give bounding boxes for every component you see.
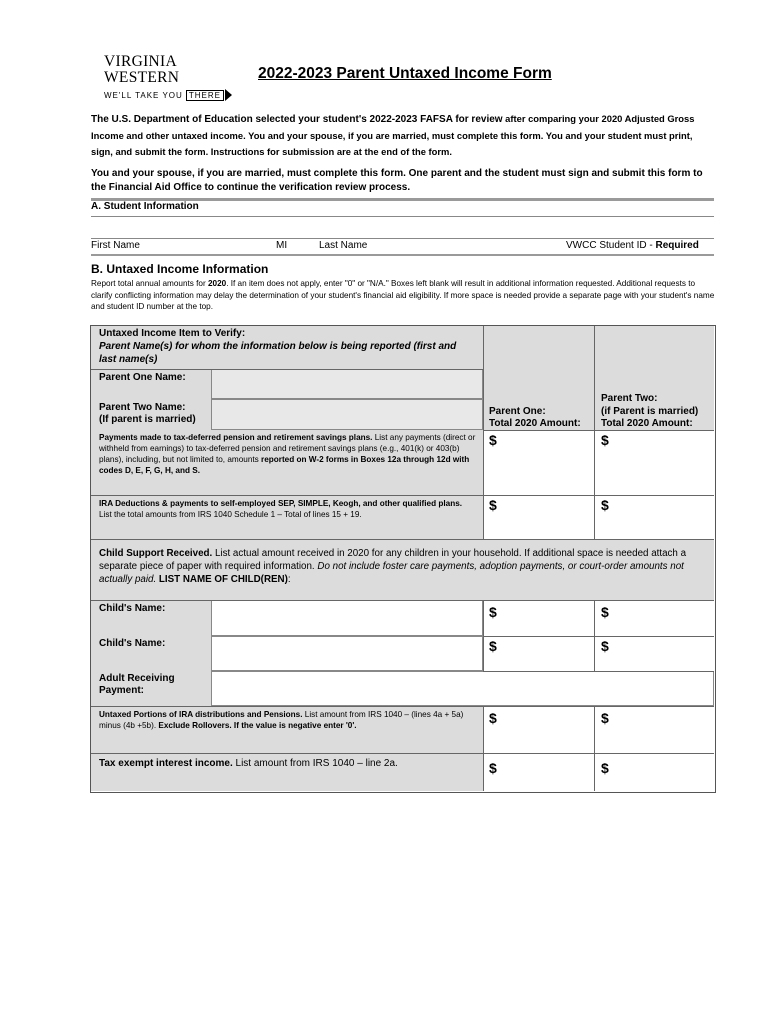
dollar-sign: $ (489, 432, 497, 448)
divider (91, 254, 714, 256)
dollar-sign: $ (489, 710, 497, 726)
adult-receiving-label-2: Payment: (99, 685, 145, 696)
grid-line (91, 539, 714, 540)
section-b-title: B. Untaxed Income Information (91, 262, 269, 276)
adult-receiving-label: Adult Receiving (99, 673, 175, 684)
grid-line (483, 671, 714, 672)
divider (91, 216, 714, 217)
parent-two-married-note: (If parent is married) (99, 414, 196, 425)
parent-two-column-header: Parent Two: (601, 393, 658, 404)
grid-line (483, 600, 484, 671)
untaxed-ira-description (99, 709, 477, 731)
parent-two-name-label: Parent Two Name: (99, 402, 186, 413)
child-support-list-label: LIST NAME OF CHILD(REN) (156, 574, 288, 585)
child-support-text: List actual amount received in 2020 for any children in your household. If additional space is needed attach a separate piece of paper with required information. (99, 548, 687, 572)
dollar-sign: $ (601, 760, 609, 776)
first-name-label: First Name (91, 240, 140, 251)
child-support-title: Child Support Received. (99, 548, 213, 559)
dollar-sign: $ (601, 604, 609, 620)
pension-w2-note: reported on W-2 forms in Boxes 12a through 12d with codes D, E, F, G, H, and S. (99, 455, 470, 475)
untaxed-ira-parent-two-amount[interactable] (594, 706, 714, 753)
untaxed-income-table (90, 325, 716, 793)
grid-line (91, 753, 714, 754)
child-support-colon: : (287, 574, 291, 585)
logo-tagline-end: THERE (186, 90, 224, 101)
ira-description (99, 498, 469, 520)
student-id-label (566, 240, 699, 251)
parent-two-married-header: (if Parent is married) (601, 406, 699, 417)
pension-parent-one-amount[interactable] (483, 430, 594, 495)
pension-text: List any payments (direct or withheld from earnings) to tax-deferred pension and retirement savings plans (e.g., 401(k) or 403(b) plans), including, but not limited to, amounts (99, 433, 476, 464)
pension-description (99, 432, 477, 476)
grid-line (91, 369, 483, 370)
mi-label: MI (276, 240, 288, 251)
section-b-note (91, 278, 716, 313)
parent-one-total-header: Total 2020 Amount: (489, 418, 581, 429)
ira-parent-two-amount[interactable] (594, 495, 714, 539)
parent-one-name-label: Parent One Name: (99, 372, 186, 383)
note-part-a: Report total annual amounts for (91, 279, 208, 288)
tax-exempt-parent-two-amount[interactable] (594, 753, 714, 791)
instruction-paragraph: You and your spouse, if you are married, must complete this form. One parent and the student must sign and submit this form to the Financial Aid Office to continue the verification review process. (91, 168, 703, 193)
untaxed-ira-text: List amount from IRS 1040 – (lines 4a + 5a) minus (4b +5b). (99, 710, 464, 730)
ira-parent-one-amount[interactable] (483, 495, 594, 539)
note-part-b: . If an item does not apply, enter "0" or "N/A." Boxes left blank will result in additional information requested. Additional requests to clarify conflicting information may delay the determination of your student's financial aid eligibility. If more space is needed provide a separate page with your student's name and student ID number at the top. (91, 279, 715, 311)
grid-line (91, 600, 714, 601)
child-name-input-1[interactable] (211, 600, 483, 636)
tax-exempt-description (99, 758, 477, 771)
intro-lead: The U.S. Department of Education selected your student's 2022-2023 FAFSA for review (91, 114, 503, 125)
child-name-input-2[interactable] (211, 636, 483, 671)
child1-parent-two-amount[interactable] (594, 600, 714, 636)
pension-parent-two-amount[interactable] (594, 430, 714, 495)
logo-tagline-text: WE'LL TAKE YOU (104, 90, 183, 100)
dollar-sign: $ (489, 638, 497, 654)
grid-line (91, 706, 714, 707)
dollar-sign: $ (601, 497, 609, 513)
child2-parent-two-amount[interactable] (594, 636, 714, 671)
logo-tagline (104, 89, 254, 101)
parent-one-name-input[interactable] (211, 369, 483, 399)
dollar-sign: $ (601, 432, 609, 448)
tax-exempt-parent-one-amount[interactable] (483, 753, 594, 791)
arrow-icon (225, 89, 232, 101)
dollar-sign: $ (601, 638, 609, 654)
parent-two-total-header: Total 2020 Amount: (601, 418, 693, 429)
student-info-field-line[interactable] (91, 238, 714, 239)
grid-line (483, 706, 484, 791)
college-logo (104, 53, 254, 100)
dollar-sign: $ (489, 497, 497, 513)
ira-title: IRA Deductions & payments to self-employed SEP, SIMPLE, Keogh, and other qualified plans. (99, 499, 463, 508)
item-heading: Untaxed Income Item to Verify: (99, 328, 246, 339)
grid-line (594, 706, 595, 791)
parent-one-column-header: Parent One: (489, 406, 546, 417)
childs-name-label-1: Child's Name: (99, 603, 166, 614)
grid-line (594, 600, 595, 671)
child-support-description (99, 547, 707, 586)
grid-line (483, 636, 714, 637)
adult-receiving-input[interactable] (211, 671, 714, 706)
dollar-sign: $ (601, 710, 609, 726)
ira-text: List the total amounts from IRS 1040 Schedule 1 – Total of lines 15 + 19. (99, 510, 362, 519)
intro-rest: after comparing your 2020 Adjusted Gross Income and other untaxed income. You and your spouse, if you are married, must complete this form. You and your student must print, sign, and submit the form. Instructions for submission are at the end of the form. (91, 113, 695, 157)
form-title: 2022-2023 Parent Untaxed Income Form (258, 65, 552, 82)
logo-name: VIRGINIA WESTERN (104, 53, 180, 86)
untaxed-ira-title: Untaxed Portions of IRA distributions and Pensions. (99, 710, 303, 719)
pension-title: Payments made to tax-deferred pension and retirement savings plans. (99, 433, 373, 442)
divider (91, 198, 714, 201)
untaxed-ira-exclude: Exclude Rollovers. If the value is negative enter '0'. (158, 721, 357, 730)
child1-parent-one-amount[interactable] (483, 600, 594, 636)
dollar-sign: $ (489, 760, 497, 776)
parent-two-name-input[interactable] (211, 399, 483, 430)
required-marker: Required (655, 240, 699, 251)
student-id-label-text: VWCC Student ID - (566, 240, 656, 251)
intro-paragraph (91, 111, 711, 160)
dollar-sign: $ (489, 604, 497, 620)
note-year: 2020 (207, 279, 227, 288)
grid-line (594, 326, 595, 539)
childs-name-label-2: Child's Name: (99, 638, 166, 649)
child-support-exclusion: Do not include foster care payments, adoption payments, or court-order amounts not actually paid. (99, 561, 684, 585)
section-a-title: A. Student Information (91, 201, 199, 212)
last-name-label: Last Name (319, 240, 368, 251)
untaxed-ira-parent-one-amount[interactable] (483, 706, 594, 753)
child2-parent-one-amount[interactable] (483, 636, 594, 671)
grid-line (483, 326, 484, 539)
parent-names-heading: Parent Name(s) for whom the information below is being reported (first and last name(s) (99, 341, 457, 365)
tax-exempt-title: Tax exempt interest income. (99, 758, 233, 769)
tax-exempt-text: List amount from IRS 1040 – line 2a. (232, 758, 398, 769)
grid-line (91, 495, 714, 496)
